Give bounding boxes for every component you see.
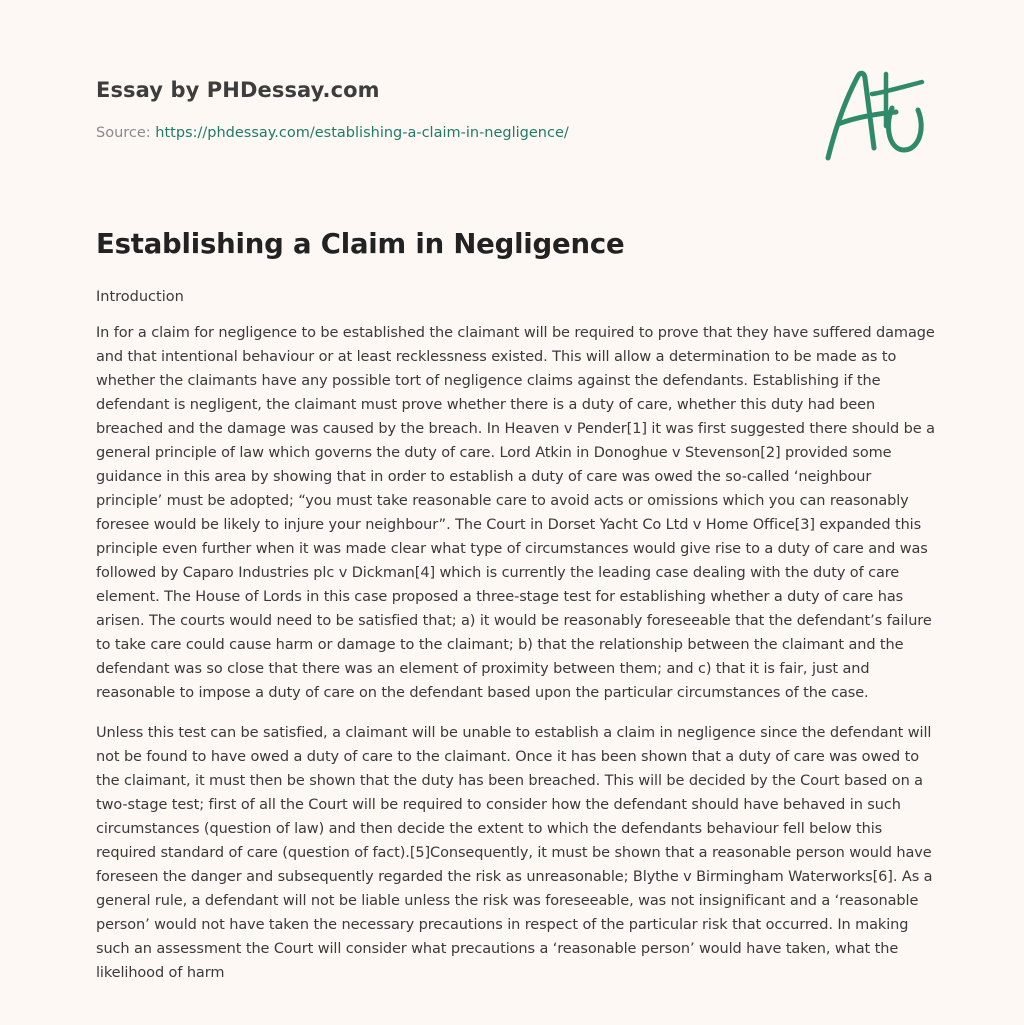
source-line: [96, 123, 796, 143]
paragraph: Unless this test can be satisfied, a claimant will be unable to establish a claim in negligence since the defendant will not be found to have owed a duty of care to the claimant. Once it has been shown that a duty of care was owed to the claimant, it must then be shown that the duty has been breached. This will be decided by the Court based on a two-stage test; first of all the Court will be required to consider how the defendant should have behaved in such circumstances (question of law) and then decide the extent to which the defendants behaviour fell below this required standard of care (question of fact).[5]Consequently, it must be shown that a reasonable person would have foreseen the danger and subsequently regarded the risk as unreasonable; Blythe v Birmingham Waterworks[6]. As a general rule, a defendant will not be liable unless the risk was foreseeable, was not insignificant and a ‘reasonable person’ would not have taken the necessary precautions in respect of the particular risk that occurred. In making such an assessment the Court will consider what precautions a ‘reasonable person’ would have taken, what the likelihood of harm: [96, 725, 933, 981]
article: [96, 222, 936, 985]
page-header: [96, 76, 796, 143]
source-label: Source:: [96, 125, 156, 141]
a-plus-logo-icon: [824, 68, 928, 164]
paragraph: In for a claim for negligence to be established the claimant will be required to prove that they have suffered damage and that intentional behaviour or at least recklessness existed. This will allow a determination to be made as to whether the claimants have any possible tort of negligence claims against the defendants. Establishing if the defendant is negligent, the claimant must prove whether there is a duty of care, whether this duty had been breached and the damage was caused by the breach. In Heaven v Pender[1] it was first suggested there should be a general principle of law which governs the duty of care. Lord Atkin in Donoghue v Stevenson[2] provided some guidance in this area by showing that in order to establish a duty of care was owed the so-called ‘neighbour principle’ must be adopted; “you must take reasonable care to avoid acts or omissions which you can reasonably foresee would be likely to injure your neighbour”. The Court in Dorset Yacht Co Ltd v Home Office[3] expanded this principle even further when it was made clear what type of circumstances would give rise to a duty of care and was followed by Caparo Industries plc v Dickman[4] which is currently the leading case dealing with the duty of care element. The House of Lords in this case proposed a three-stage test for establishing whether a duty of care has arisen. The courts would need to be satisfied that; a) it would be reasonably foreseeable that the defendant’s failure to take care could cause harm or damage to the claimant; b) that the relationship between the claimant and the defendant was so close that there was an element of proximity between them; and c) that it is fair, just and reasonable to impose a duty of care on the defendant based upon the particular circumstances of the case.: [96, 325, 935, 701]
section-heading: Introduction: [96, 289, 184, 305]
site-title: Essay by PHDessay.com: [96, 78, 380, 102]
source-link[interactable]: https://phdessay.com/establishing-a-claim-in-negligence/: [155, 125, 569, 141]
essay-title: Establishing a Claim in Negligence: [96, 228, 625, 260]
